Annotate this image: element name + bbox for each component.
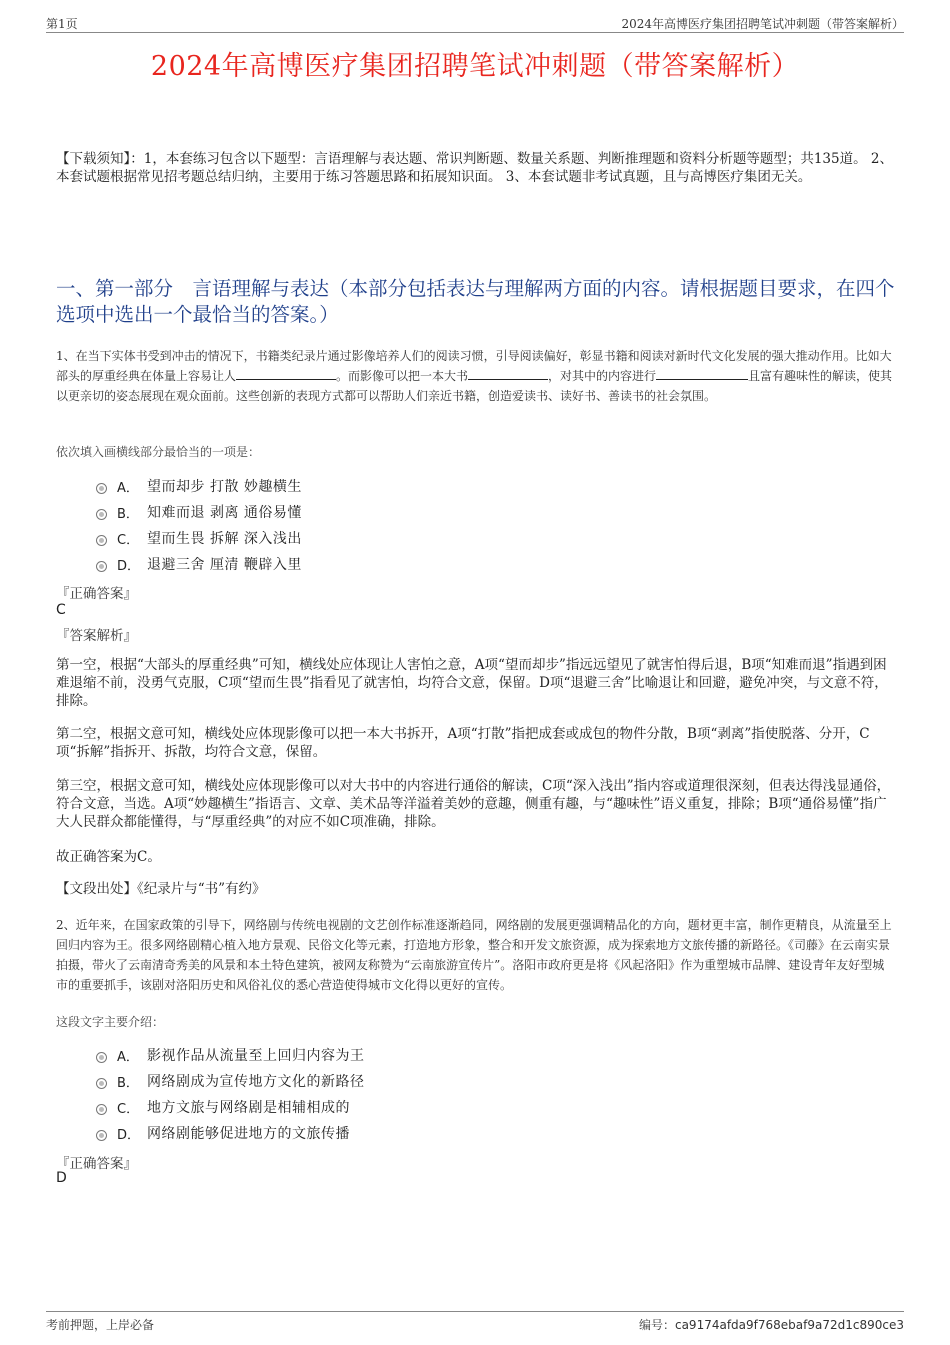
option-c[interactable]: C． 地方文旅与网络剧是相辅相成的 bbox=[96, 1094, 365, 1120]
radio-icon[interactable] bbox=[96, 509, 107, 520]
option-c[interactable]: C． 望而生畏 拆解 深入浅出 bbox=[96, 525, 302, 551]
document-title: 2024年高博医疗集团招聘笔试冲刺题（带答案解析） bbox=[150, 51, 800, 82]
analysis-paragraph-2: 第二空，根据文意可知，横线处应体现影像可以把一本大书拆开，A项“打散”指把成套或成包的物件分散，B项“剥离”指使脱落、分开，C项“拆解”指拆开、拆散，均符合文意，保留。 bbox=[56, 726, 870, 760]
option-d[interactable]: D． 退避三舍 厘清 鞭辟入里 bbox=[96, 551, 302, 577]
download-notice: 【下载须知】：1，本套练习包含以下题型：言语理解与表达题、常识判断题、数量关系题、判断推理题和资料分析题等题型；共135道。 2、本套试题根据常见招考题总结归纳，主要用于练习答题思路和拓展知识面。 3、本套试题非考试真题，且与高博医疗集团无关。 bbox=[56, 151, 893, 185]
analysis-conclusion: 故正确答案为C。 bbox=[56, 849, 161, 865]
blank-1 bbox=[236, 368, 336, 380]
page-footer bbox=[46, 1311, 904, 1332]
text-source: 【文段出处】《纪录片与“书”有约》 bbox=[56, 881, 266, 897]
footer-slogan: 考前押题，上岸必备 bbox=[46, 1318, 155, 1332]
analysis-paragraph-1: 第一空，根据“大部头的厚重经典”可知，横线处应体现让人害怕之意，A项“望而却步”指远远望见了就害怕得后退，B项“知难而退”指遇到困难退缩不前，没勇气克服，C项“望而生畏”指看见了就害怕，均符合文意，保留。D项“退避三舍”比喻退让和回避，避免冲突，与文意不符，排除。 bbox=[56, 657, 888, 709]
option-d[interactable]: D． 网络剧能够促进地方的文旅传播 bbox=[96, 1120, 365, 1146]
question-1-prompt: 依次填入画横线部分最恰当的一项是： bbox=[56, 445, 261, 459]
correct-answer: C bbox=[56, 602, 66, 618]
document-code: 编号：ca9174afda9f768ebaf9a72d1c890ce3 bbox=[638, 1318, 904, 1332]
analysis-label: 『答案解析』 bbox=[56, 628, 137, 644]
page-number: 第1页 bbox=[46, 17, 78, 31]
question-1-text: 1、在当下实体书受到冲击的情况下，书籍类纪录片通过影像培养人们的阅读习惯，引导阅读偏好，彰显书籍和阅读对新时代文化发展的强大推动作用。比如大部头的厚重经典在体量上容易让人 。而影像可以把一本大书 ，对其中的内容进行 且富有趣味性的解读，使其以更亲切的姿态展现在观众面前。这些创新的表现方式都可以帮助人们亲近书籍，创造爱读书、读好书、善读书的社会氛围。 bbox=[56, 349, 893, 403]
correct-answer-label: 『正确答案』 bbox=[56, 1156, 137, 1172]
question-2-prompt: 这段文字主要介绍： bbox=[56, 1015, 165, 1029]
option-a[interactable]: A． 望而却步 打散 妙趣横生 bbox=[96, 473, 302, 499]
radio-icon[interactable] bbox=[96, 1078, 107, 1089]
question-2-options bbox=[96, 1042, 365, 1146]
radio-icon[interactable] bbox=[96, 1052, 107, 1063]
blank-2 bbox=[468, 368, 548, 380]
section-heading: 一、第一部分 言语理解与表达（本部分包括表达与理解两方面的内容。请根据题目要求，在四个选项中选出一个最恰当的答案。） bbox=[56, 277, 895, 326]
question-1-options bbox=[96, 473, 302, 577]
correct-answer: D bbox=[56, 1170, 67, 1186]
question-2-text: 2、近年来，在国家政策的引导下，网络剧与传统电视剧的文艺创作标准逐渐趋同，网络剧的发展更强调精品化的方向，题材更丰富，制作更精良，从流量至上回归内容为王。很多网络剧精心植入地方景观、民俗文化等元素，打造地方形象，整合和开发文旅资源，成为探索地方文旅传播的新路径。《司藤》在云南实景拍摄，带火了云南清奇秀美的风景和本土特色建筑，被网友称赞为“云南旅游宣传片”。洛阳市政府更是将《风起洛阳》作为重塑城市品牌、建设青年友好型城市的重要抓手，该剧对洛阳历史和风俗礼仪的悉心营造使得城市文化得以更好的宣传。 bbox=[56, 918, 892, 992]
option-a[interactable]: A． 影视作品从流量至上回归内容为王 bbox=[96, 1042, 365, 1068]
option-b[interactable]: B． 网络剧成为宣传地方文化的新路径 bbox=[96, 1068, 365, 1094]
radio-icon[interactable] bbox=[96, 1104, 107, 1115]
blank-3 bbox=[656, 368, 748, 380]
radio-icon[interactable] bbox=[96, 1130, 107, 1141]
analysis-paragraph-3: 第三空，根据文意可知，横线处应体现影像可以对大书中的内容进行通俗的解读，C项“深入浅出”指内容或道理很深刻，但表达得浅显通俗，符合文意，当选。A项“妙趣横生”指语言、文章、美术品等洋溢着美妙的意趣，侧重有趣，与“趣味性”语义重复，排除；B项“通俗易懂”指广大人民群众都能懂得，与“厚重经典”的对应不如C项准确，排除。 bbox=[56, 778, 891, 830]
radio-icon[interactable] bbox=[96, 561, 107, 572]
option-b[interactable]: B． 知难而退 剥离 通俗易懂 bbox=[96, 499, 302, 525]
radio-icon[interactable] bbox=[96, 535, 107, 546]
correct-answer-label: 『正确答案』 bbox=[56, 586, 137, 602]
page-header bbox=[46, 14, 904, 33]
radio-icon[interactable] bbox=[96, 483, 107, 494]
header-doc-title: 2024年高博医疗集团招聘笔试冲刺题（带答案解析） bbox=[621, 17, 904, 31]
